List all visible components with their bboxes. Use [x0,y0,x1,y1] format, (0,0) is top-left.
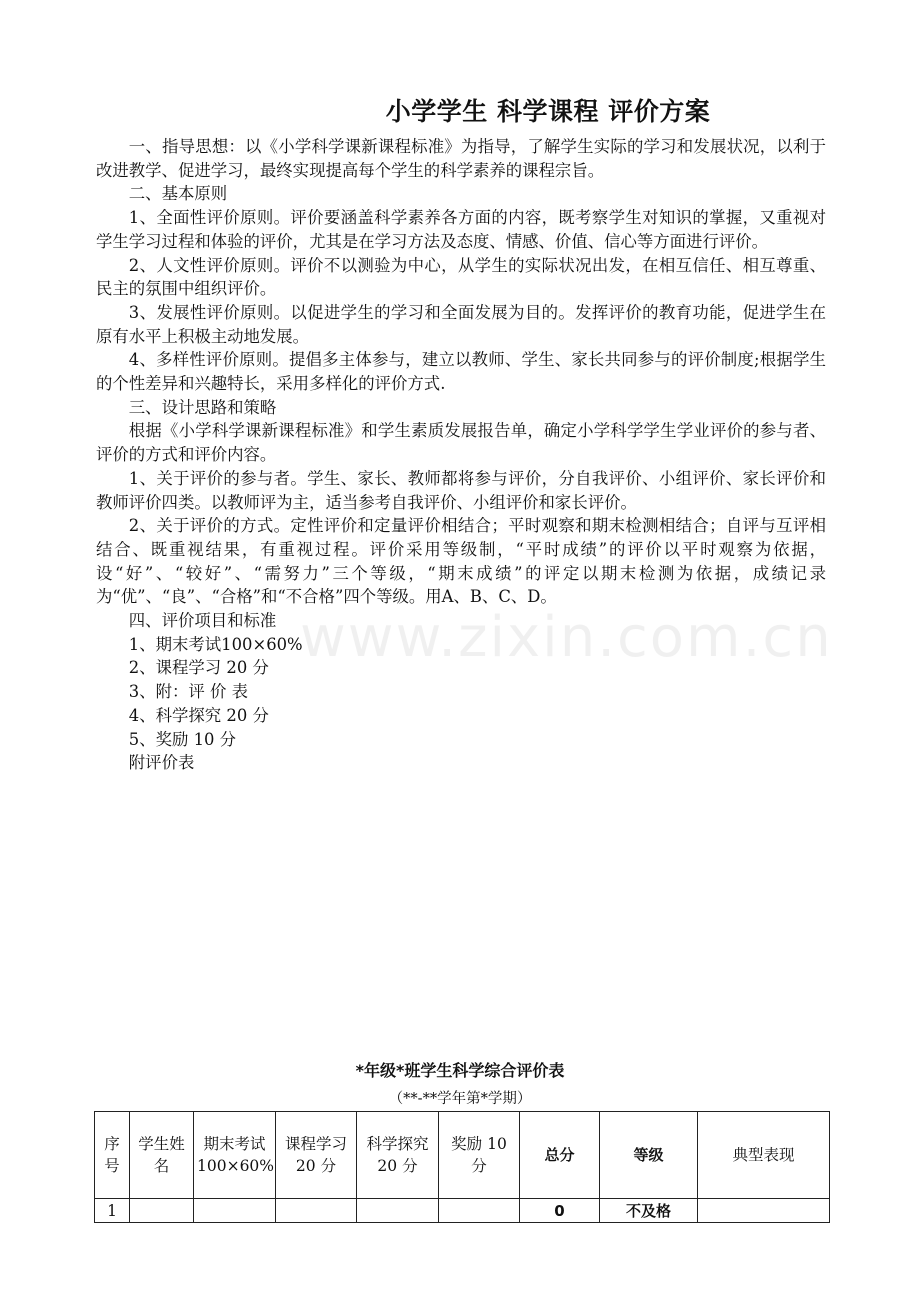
header-cell-name: 学生姓名 [130,1112,194,1199]
paragraph-methods: 2、关于评价的方式。定性评价和定量评价相结合；平时观察和期末检测相结合；自评与互评相结合、既重视结果，有重视过程。评价采用等级制，“平时成绩”的评价以平时观察为依据，设“好”、“较好”、“需努力”三个等级，“期末成绩”的评定以期末检测为依据，成绩记录为“优”、“良”、“合格”和“不合格”四个等级。用A、B、C、D。 [96,516,826,607]
header-cell-inquiry: 科学探究 20 分 [357,1112,439,1199]
header-cell-performance: 典型表现 [698,1112,830,1199]
cell-index: 1 [95,1199,130,1223]
paragraph-participants: 1、关于评价的参与者。学生、家长、教师都将参与评价，分自我评价、小组评价、家长评价和教师评价四类。以教师评为主，适当参考自我评价、小组评价和家长评价。 [96,468,826,512]
list-item-final-exam: 1、期末考试100×60% [128,634,303,654]
cell-inquiry [357,1199,439,1223]
header-cell-index: 序号 [95,1112,130,1199]
paragraph-guiding-idea: 一、指导思想：以《小学科学课新课程标准》为指导，了解学生实际的学习和发展状况，以利于改进教学、促进学习，最终实现提高每个学生的科学素养的课程宗旨。 [96,137,826,180]
cell-reward [439,1199,520,1223]
cell-grade: 不及格 [600,1199,698,1223]
list-item-inquiry: 4、科学探究 20 分 [128,705,269,725]
evaluation-table [94,1111,830,1223]
table-title: *年级*班学生科学综合评价表 [355,1061,565,1080]
list-item-course-study: 2、课程学习 20 分 [128,658,269,678]
header-cell-total: 总分 [520,1112,600,1199]
appendix-label: 附评价表 [128,753,195,773]
table-subtitle: （**-**学年第*学期） [388,1091,532,1107]
cell-final-exam [194,1199,276,1223]
list-item-reward: 5、奖励 10 分 [128,729,237,749]
document-body [96,135,826,775]
paragraph-design-intro: 根据《小学科学课新课程标准》和学生素质发展报告单，确定小学科学学生学业评价的参与者、评价的方式和评价内容。 [96,421,826,465]
heading-items-standards: 四、评价项目和标准 [128,611,277,631]
paragraph-principle-2: 2、人文性评价原则。评价不以测验为中心，从学生的实际状况出发，在相互信任、相互尊重、民主的氛围中组织评价。 [96,255,826,299]
header-cell-reward: 奖励 10 分 [439,1112,520,1199]
watermark: www.zixin.com.cn [300,605,833,670]
list-item-appendix-table: 3、附：评 价 表 [128,682,248,702]
paragraph-principle-1: 1、全面性评价原则。评价要涵盖科学素养各方面的内容，既考察学生对知识的掌握，又重视对学生学习过程和体验的评价，尤其是在学习方法及态度、情感、价值、信心等方面进行评价。 [96,208,826,251]
table-header-row [95,1112,830,1199]
paragraph-principle-3: 3、发展性评价原则。以促进学生的学习和全面发展为目的。发挥评价的教育功能，促进学生在原有水平上积极主动地发展。 [96,302,826,346]
cell-course-study [276,1199,357,1223]
table-row [95,1199,830,1223]
header-cell-course-study: 课程学习 20 分 [276,1112,357,1199]
header-cell-grade: 等级 [600,1112,698,1199]
paragraph-principle-4: 4、多样性评价原则。提倡多主体参与，建立以教师、学生、家长共同参与的评价制度;根据学生的个性差异和兴趣特长，采用多样化的评价方式. [96,350,826,394]
cell-performance [698,1199,830,1223]
heading-basic-principles: 二、基本原则 [128,184,228,204]
document-title: 小学学生 科学课程 评价方案 [385,97,711,126]
heading-design-strategy: 三、设计思路和策略 [128,397,277,417]
cell-total: 0 [520,1199,600,1223]
header-cell-final-exam: 期末考试 100×60% [194,1112,276,1199]
cell-name [130,1199,194,1223]
